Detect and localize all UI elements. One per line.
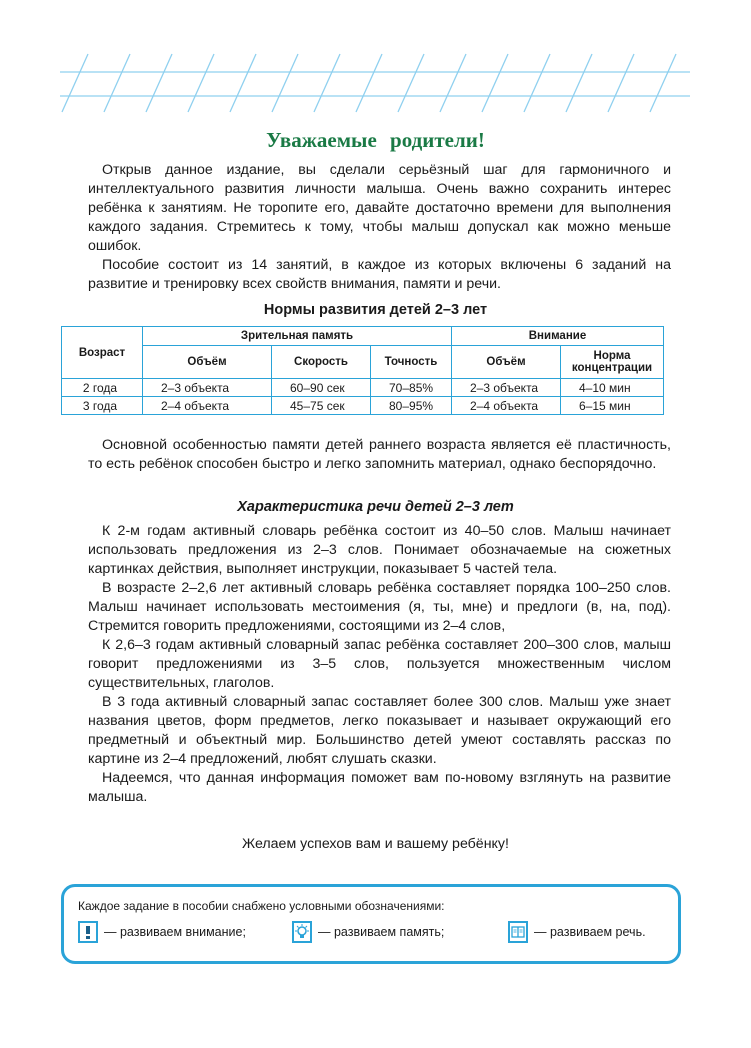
cell-att-volume: 2–3 объекта — [452, 379, 561, 397]
norms-table — [61, 326, 664, 415]
legend-item-memory — [292, 921, 444, 943]
speech-paragraph: К 2,6–3 годам активный словарный запас ребёнка составляет 200–300 слов, малыш говорит предложениями из 3–5 слов, пользуется множественным числом существительных, глаголов. — [88, 637, 671, 691]
cell-concentration: 4–10 мин — [561, 379, 664, 397]
speech-heading: Характеристика речи детей 2–3 лет — [237, 499, 514, 515]
cell-accuracy: 80–95% — [371, 397, 452, 415]
cell-volume: 2–3 объекта — [143, 379, 272, 397]
cell-accuracy: 70–85% — [371, 379, 452, 397]
norms-heading: Нормы развития детей 2–3 лет — [263, 302, 488, 318]
col-att-volume: Объём — [452, 346, 561, 379]
col-speed: Скорость — [272, 346, 371, 379]
legend-item-attention — [78, 921, 246, 943]
wish-line: Желаем успехов вам и вашему ребёнку! — [242, 836, 509, 852]
intro-text — [88, 161, 671, 294]
speech-paragraph: Надеемся, что данная информация поможет вам по-новому взглянуть на развитие малыша. — [88, 770, 671, 805]
legend-label: — развиваем память; — [318, 925, 445, 939]
intro-paragraph: Пособие состоит из 14 занятий, в каждое из которых включены 6 заданий на развитие и тренировку всех свойств внимания, памяти и речи. — [88, 257, 671, 292]
page-title: Уважаемые родители! — [266, 128, 485, 152]
table-row — [62, 397, 664, 415]
intro-paragraph: Открыв данное издание, вы сделали серьёзный шаг для гармоничного и интеллектуального развития личности малыша. Очень важно сохранить интерес ребёнка к занятиям. Не торопите его, давайте достаточно времени для выполнения каждого задания. Стремитесь к тому, чтобы малыш допускал как можно меньше ошибок. — [88, 162, 671, 254]
memory-paragraph: Основной особенностью памяти детей раннего возраста является её пластичность, то есть ребёнок способен быстро и легко запомнить материал, однако беспорядочно. — [88, 437, 671, 472]
legend-label: — развиваем речь. — [534, 925, 646, 939]
col-volume: Объём — [143, 346, 272, 379]
cell-age: 2 года — [62, 379, 143, 397]
cell-speed: 60–90 сек — [272, 379, 371, 397]
group-attention: Внимание — [452, 327, 664, 346]
legend-label: — развиваем внимание; — [104, 925, 246, 939]
legend-item-speech — [508, 921, 646, 943]
legend-box — [61, 884, 681, 964]
cell-age: 3 года — [62, 397, 143, 415]
col-age: Возраст — [62, 327, 143, 379]
table-row — [62, 379, 664, 397]
col-concentration: Норма концентрации — [561, 346, 664, 379]
memory-text — [88, 436, 671, 474]
speech-text — [88, 522, 671, 807]
legend-caption: Каждое задание в пособии снабжено условными обозначениями: — [78, 899, 445, 913]
speech-paragraph: К 2-м годам активный словарь ребёнка состоит из 40–50 слов. Малыш начинает использовать предложения из 2–3 слов. Понимает обозначаемые на сюжетных картинках действия, выполняет инструкции, показывает 5 частей тела. — [88, 523, 671, 577]
cell-concentration: 6–15 мин — [561, 397, 664, 415]
col-accuracy: Точность — [371, 346, 452, 379]
cell-speed: 45–75 сек — [272, 397, 371, 415]
exclamation-icon — [78, 921, 98, 943]
book-icon — [508, 921, 528, 943]
lightbulb-icon — [292, 921, 312, 943]
decorative-grid-lines — [0, 0, 751, 130]
cell-att-volume: 2–4 объекта — [452, 397, 561, 415]
group-memory: Зрительная память — [143, 327, 452, 346]
speech-paragraph: В возрасте 2–2,6 лет активный словарь ребёнка составляет порядка 100–250 слов. Малыш начинает использовать местоимения (я, ты, мне) и предлоги (в, на, под). Стремится говорить предложениями, состоящими из 2–4 слов, — [88, 580, 671, 634]
cell-volume: 2–4 объекта — [143, 397, 272, 415]
speech-paragraph: В 3 года активный словарный запас составляет более 300 слов. Малыш уже знает названия цветов, форм предметов, легко показывает и называет окружающий его предметный и объектный мир. Большинство детей умеют составлять рассказ по картине из 2–4 предложений, любят слушать сказки. — [88, 694, 671, 767]
